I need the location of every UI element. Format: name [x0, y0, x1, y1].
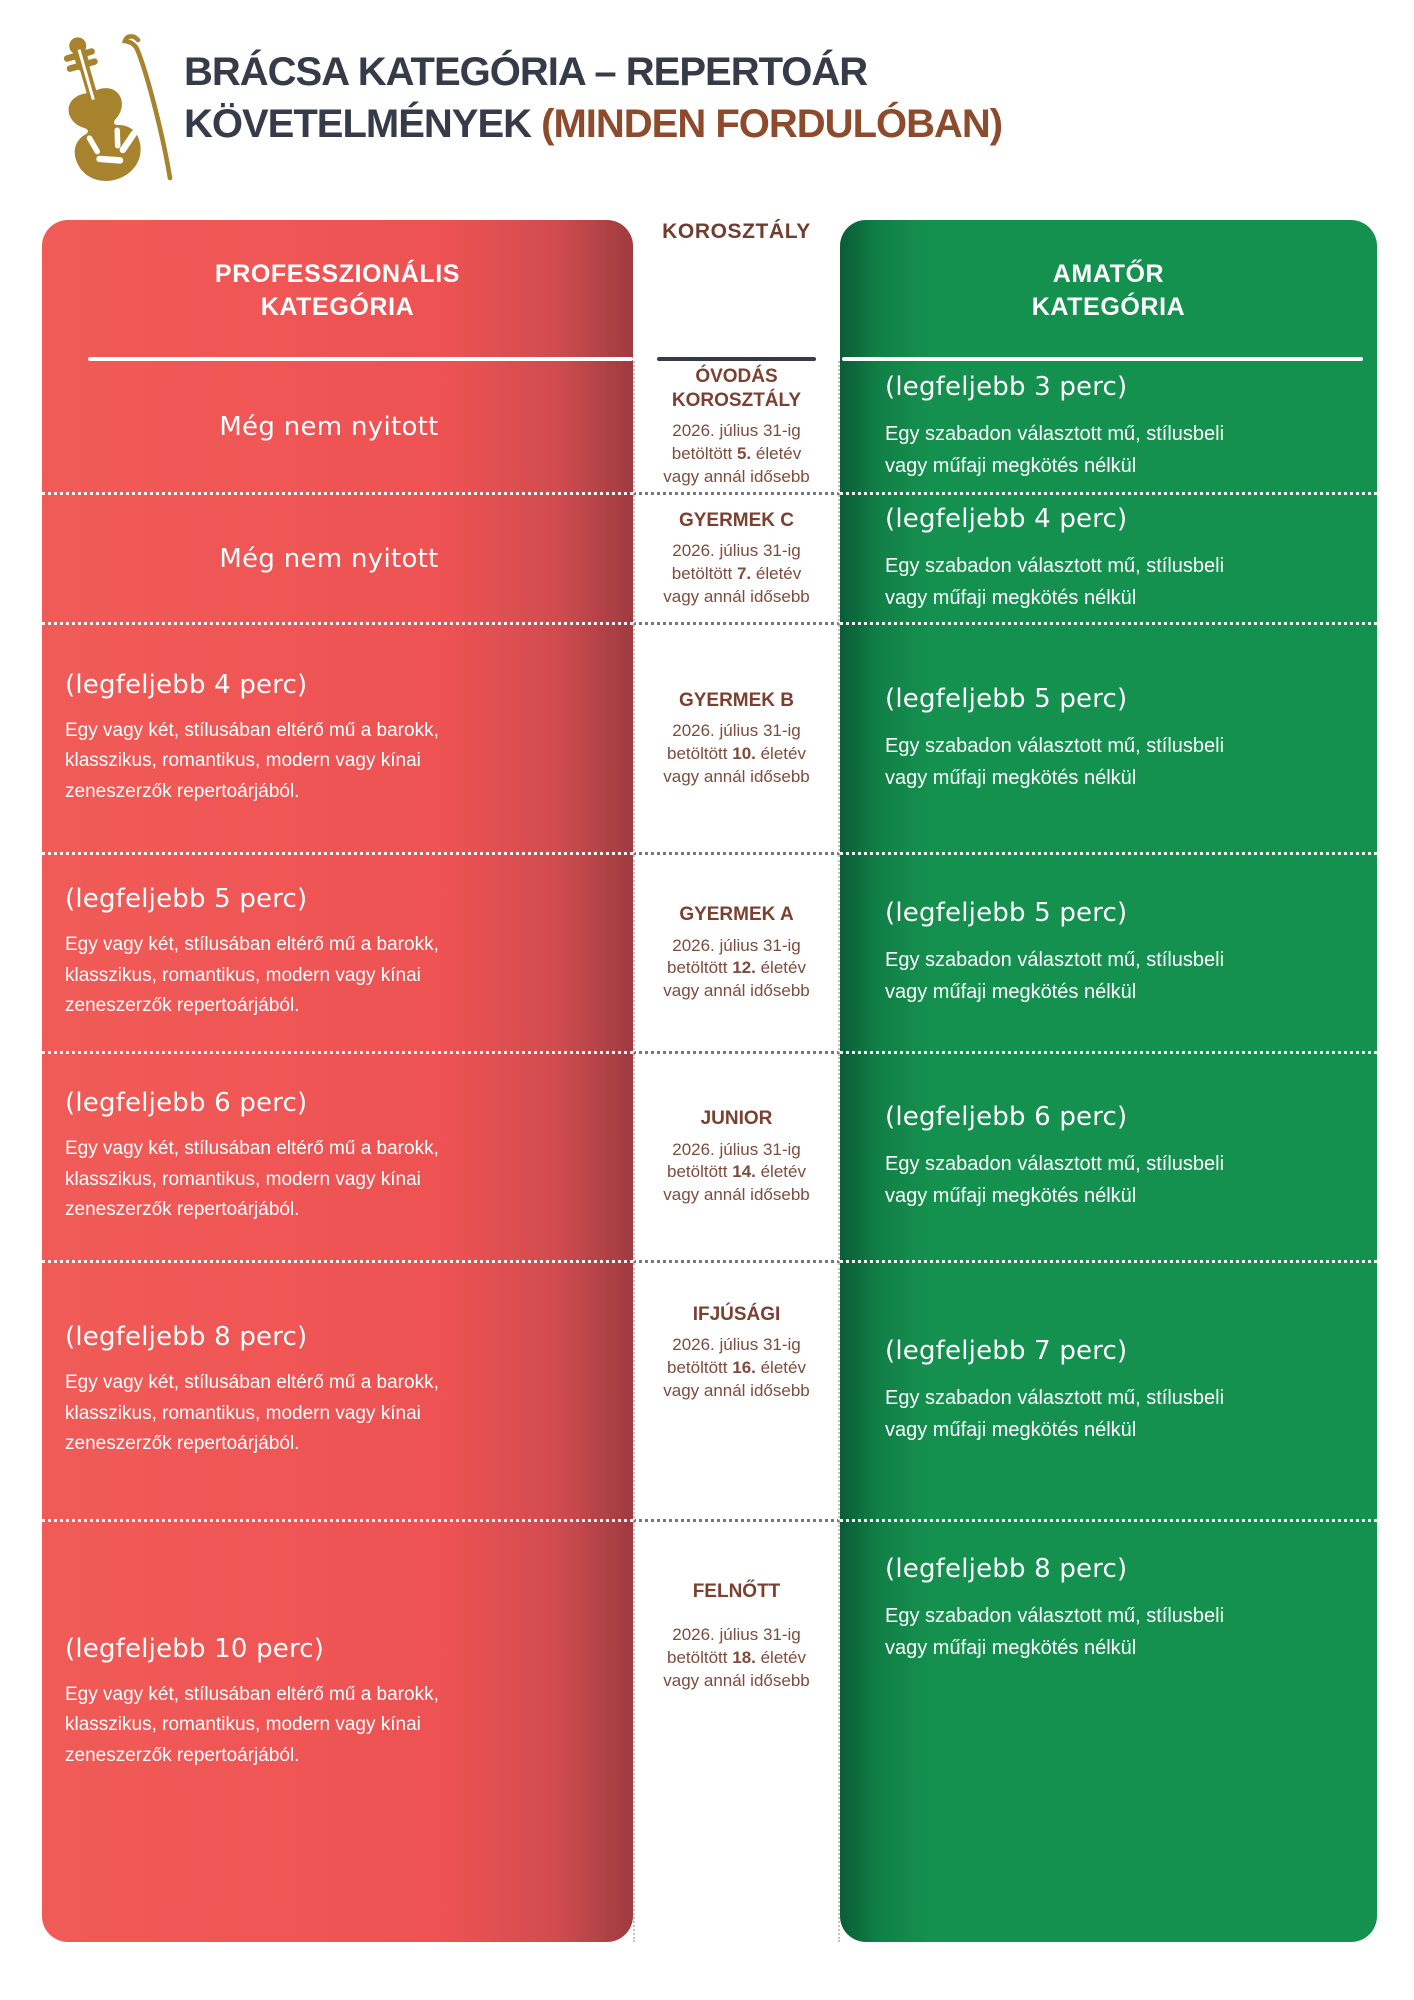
age-header-label: KOROSZTÁLY	[662, 220, 811, 243]
age-prefix: betöltött	[667, 1648, 733, 1668]
age-group-title: GYERMEK C	[678, 509, 795, 531]
age-group-title: ÓVODÁS KOROSZTÁLY	[671, 365, 802, 411]
age-cell-gyermek-c	[633, 495, 840, 625]
age-prefix: betöltött	[667, 1358, 733, 1378]
title-accent: (MINDEN FORDULÓBAN)	[541, 102, 1003, 146]
duration-label: (legfeljebb 10 perc)	[65, 1634, 325, 1664]
age-tail-line: vagy annál idősebb	[663, 1670, 810, 1690]
repertoire-description: Egy vagy két, stílusában eltérő mű a barokk, klasszikus, romantikus, modern vagy kínai zeneszerzők repertoárjából.	[65, 1684, 439, 1766]
table-grid	[42, 220, 1377, 1942]
age-group-title: FELNŐTT	[692, 1581, 781, 1602]
age-cell-junior	[633, 1054, 840, 1263]
amateur-header-line1: AMATŐR	[1052, 259, 1165, 288]
repertoire-description: Egy szabadon választott mű, stílusbeli vagy műfaji megkötés nélkül	[885, 1605, 1225, 1659]
professional-column-header	[42, 220, 633, 361]
age-cell-ovodas	[633, 361, 840, 495]
age-suffix: életév	[755, 743, 806, 763]
age-group-title: IFJÚSÁGI	[692, 1304, 781, 1325]
age-group-title: JUNIOR	[700, 1108, 773, 1130]
duration-label: (legfeljebb 4 perc)	[885, 503, 1128, 534]
professional-header-label	[42, 258, 633, 324]
amateur-column-header	[840, 220, 1377, 361]
professional-header-line1: PROFESSZIONÁLIS	[214, 259, 461, 288]
age-number: 16.	[732, 1358, 756, 1378]
age-date-line: 2026. július 31-ig	[672, 1139, 801, 1159]
age-prefix: betöltött	[667, 1162, 733, 1182]
age-prefix: betöltött	[667, 958, 733, 978]
age-column-header	[633, 220, 840, 361]
age-suffix: életév	[751, 443, 802, 463]
age-number: 7.	[736, 563, 752, 583]
age-suffix: életév	[755, 1648, 806, 1668]
age-prefix: betöltött	[671, 563, 737, 583]
amateur-cell-gyermek-b	[840, 625, 1377, 855]
page-title	[184, 46, 1002, 150]
duration-label: (legfeljebb 5 perc)	[885, 898, 1128, 928]
repertoire-description: Egy vagy két, stílusában eltérő mű a barokk, klasszikus, romantikus, modern vagy kínai zeneszerzők repertoárjából.	[65, 1372, 439, 1455]
age-rule-text	[649, 420, 824, 488]
title-line-1: BRÁCSA KATEGÓRIA – REPERTOÁR	[184, 50, 868, 94]
age-date-line: 2026. július 31-ig	[672, 721, 801, 740]
age-date-line: 2026. július 31-ig	[672, 541, 801, 560]
amateur-cell-gyermek-a	[840, 855, 1377, 1054]
duration-label: (legfeljebb 4 perc)	[65, 669, 308, 700]
age-cell-felnott	[633, 1522, 840, 1942]
age-number: 14.	[732, 1162, 756, 1182]
age-tail-line: vagy annál idősebb	[663, 981, 810, 1001]
amateur-header-line2: KATEGÓRIA	[1031, 292, 1186, 321]
age-date-line: 2026. július 31-ig	[672, 1335, 801, 1355]
age-suffix: életév	[755, 1162, 806, 1182]
amateur-cell-ovodas	[840, 361, 1377, 495]
age-number: 18.	[732, 1648, 756, 1668]
professional-cell-junior	[42, 1054, 633, 1263]
duration-label: (legfeljebb 5 perc)	[65, 884, 308, 915]
repertoire-description: Egy szabadon választott mű, stílusbeli vagy műfaji megkötés nélkül	[885, 1387, 1225, 1441]
duration-label: (legfeljebb 3 perc)	[885, 371, 1128, 402]
age-tail-line: vagy annál idősebb	[663, 1185, 810, 1205]
age-tail-line: vagy annál idősebb	[663, 466, 810, 486]
age-tail-line: vagy annál idősebb	[663, 1380, 810, 1400]
age-suffix: életév	[755, 1358, 806, 1378]
age-rule-text	[649, 1334, 824, 1402]
closed-label: Még nem nyitott	[219, 411, 439, 442]
professional-cell-ovodas	[42, 361, 633, 495]
age-rule-text	[649, 935, 824, 1003]
duration-label: (legfeljebb 7 perc)	[885, 1336, 1128, 1366]
viola-icon	[52, 26, 186, 202]
title-line-2: KÖVETELMÉNYEK	[184, 102, 542, 146]
professional-cell-felnott	[42, 1522, 633, 1942]
age-prefix: betöltött	[671, 443, 737, 463]
category-table	[42, 220, 1377, 1942]
age-tail-line: vagy annál idősebb	[663, 766, 810, 786]
age-prefix: betöltött	[667, 743, 733, 763]
repertoire-description: Egy szabadon választott mű, stílusbeli vagy műfaji megkötés nélkül	[885, 422, 1225, 477]
age-date-line: 2026. július 31-ig	[672, 1625, 801, 1645]
age-cell-gyermek-b	[633, 625, 840, 855]
repertoire-description: Egy szabadon választott mű, stílusbeli vagy műfaji megkötés nélkül	[885, 1153, 1225, 1207]
age-rule-text	[649, 720, 824, 788]
age-tail-line: vagy annál idősebb	[663, 586, 810, 606]
age-number: 5.	[736, 443, 752, 463]
age-suffix: életév	[755, 958, 806, 978]
age-rule-text	[649, 540, 824, 608]
repertoire-description: Egy vagy két, stílusában eltérő mű a barokk, klasszikus, romantikus, modern vagy kínai zeneszerzők repertoárjából.	[65, 1138, 439, 1221]
professional-cell-gyermek-c	[42, 495, 633, 625]
repertoire-description: Egy szabadon választott mű, stílusbeli vagy műfaji megkötés nélkül	[885, 554, 1225, 609]
amateur-cell-gyermek-c	[840, 495, 1377, 625]
duration-label: (legfeljebb 8 perc)	[885, 1554, 1128, 1584]
amateur-header-label	[840, 258, 1377, 324]
duration-label: (legfeljebb 6 perc)	[885, 1102, 1128, 1132]
professional-cell-ifjusagi	[42, 1263, 633, 1522]
age-number: 10.	[732, 743, 756, 763]
repertoire-description: Egy szabadon választott mű, stílusbeli vagy műfaji megkötés nélkül	[885, 949, 1225, 1003]
age-group-title: GYERMEK A	[679, 904, 794, 926]
duration-label: (legfeljebb 6 perc)	[65, 1088, 308, 1119]
professional-header-line2: KATEGÓRIA	[260, 292, 415, 321]
age-cell-ifjusagi	[633, 1263, 840, 1522]
repertoire-description: Egy vagy két, stílusában eltérő mű a barokk, klasszikus, romantikus, modern vagy kínai zeneszerzők repertoárjából.	[65, 719, 439, 802]
age-date-line: 2026. július 31-ig	[672, 421, 801, 441]
amateur-cell-felnott	[840, 1522, 1377, 1942]
professional-cell-gyermek-b	[42, 625, 633, 855]
age-cell-gyermek-a	[633, 855, 840, 1054]
age-number: 12.	[732, 958, 756, 978]
age-date-line: 2026. július 31-ig	[672, 935, 801, 955]
closed-label: Még nem nyitott	[219, 543, 439, 574]
repertoire-description: Egy szabadon választott mű, stílusbeli vagy műfaji megkötés nélkül	[885, 734, 1225, 789]
age-rule-text	[649, 1139, 824, 1207]
amateur-cell-ifjusagi	[840, 1263, 1377, 1522]
age-suffix: életév	[751, 563, 802, 583]
professional-cell-gyermek-a	[42, 855, 633, 1054]
repertoire-description: Egy vagy két, stílusában eltérő mű a barokk, klasszikus, romantikus, modern vagy kínai zeneszerzők repertoárjából.	[65, 934, 439, 1017]
age-group-title: GYERMEK B	[678, 689, 795, 711]
amateur-cell-junior	[840, 1054, 1377, 1263]
duration-label: (legfeljebb 5 perc)	[885, 683, 1128, 714]
duration-label: (legfeljebb 8 perc)	[65, 1322, 308, 1353]
age-rule-text	[649, 1624, 824, 1692]
